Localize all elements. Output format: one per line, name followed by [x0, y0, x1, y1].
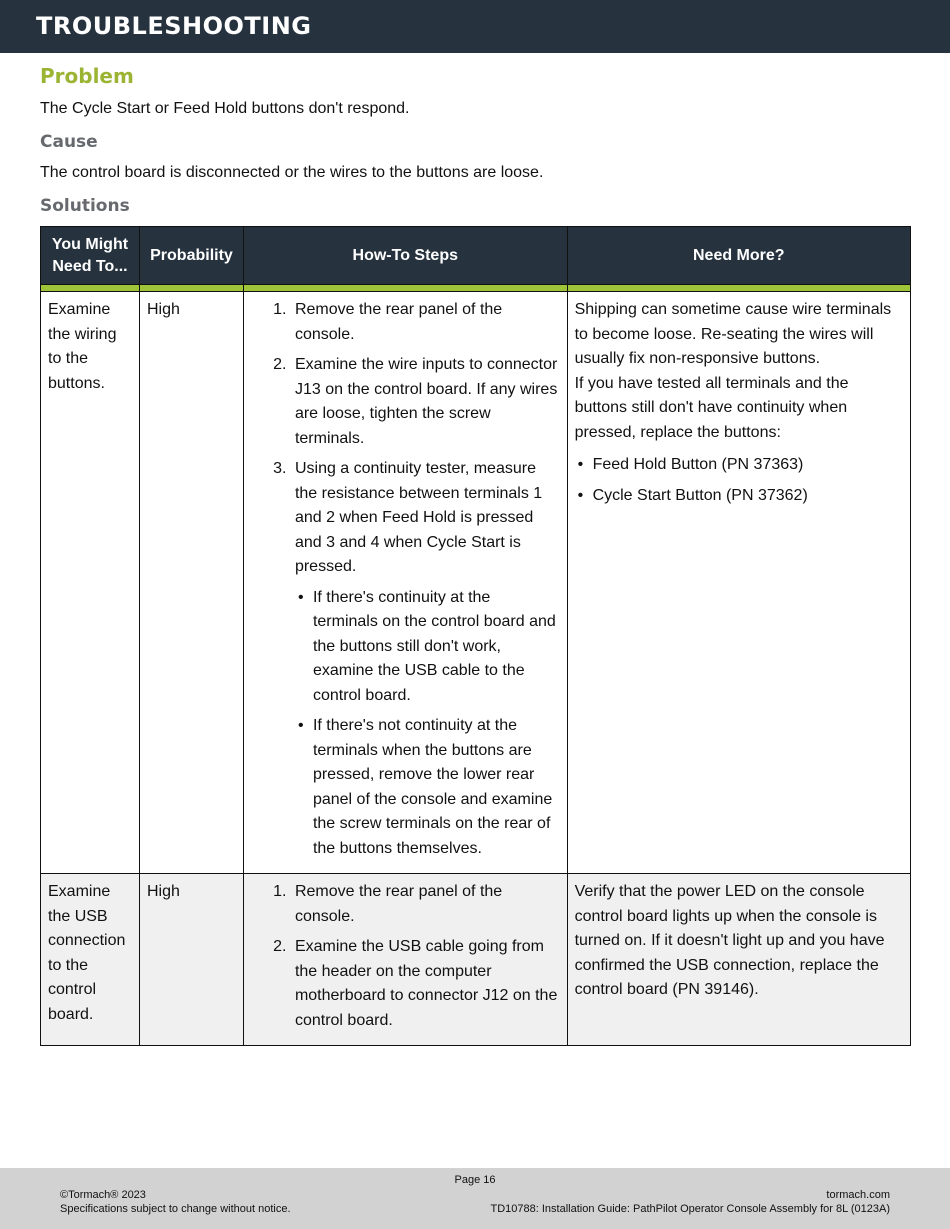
- footer: [0, 1168, 950, 1229]
- need-more-cell: [567, 292, 910, 874]
- part-item: • Cycle Start Button (PN 37362): [593, 484, 903, 509]
- action-cell: Examine the USB connection to the control board.: [41, 874, 140, 1046]
- part-list: [575, 453, 903, 508]
- step-item: [291, 457, 560, 861]
- step-bullet-list: [295, 586, 560, 862]
- main-content: [40, 64, 910, 1046]
- solutions-heading: Solutions: [40, 196, 130, 216]
- table-row: [41, 292, 911, 874]
- column-header: How-To Steps: [243, 227, 567, 285]
- page-title: TROUBLESHOOTING: [36, 12, 312, 40]
- step-item: 1. Remove the rear panel of the console.: [291, 298, 560, 347]
- need-more-text: Shipping can sometime cause wire terminals to become loose. Re-seating the wires will usually fix non-responsive buttons.: [574, 301, 892, 367]
- header-band: [0, 0, 950, 53]
- page-number: Page 16: [454, 1174, 496, 1186]
- step-item: 1. Remove the rear panel of the console.: [291, 880, 560, 929]
- need-more-cell: Verify that the power LED on the console control board lights up when the console is turned on. If it doesn't light up and you have confirmed the USB connection, replace the control board (PN 39146).: [567, 874, 910, 1046]
- website: tormach.com: [826, 1189, 890, 1201]
- step-item: 2. Examine the USB cable going from the header on the computer motherboard to connector J12 on the control board.: [291, 935, 560, 1033]
- disclaimer: Specifications subject to change without notice.: [60, 1203, 291, 1215]
- part-item: • Feed Hold Button (PN 37363): [593, 453, 903, 478]
- cause-heading: Cause: [40, 132, 98, 152]
- step-bullet: • If there's continuity at the terminals on the control board and the buttons still don't work, examine the USB cable to the control board.: [313, 586, 560, 709]
- steps-list: [251, 298, 560, 861]
- header-accent-bar: [41, 285, 911, 292]
- solutions-table: [40, 226, 911, 1046]
- column-header: You Might Need To...: [41, 227, 140, 285]
- table-row: [41, 874, 911, 1046]
- problem-text: The Cycle Start or Feed Hold buttons don't respond.: [40, 100, 410, 117]
- problem-heading: Problem: [40, 64, 134, 88]
- need-more-text: If you have tested all terminals and the buttons still don't have continuity when pressed, replace the buttons:: [574, 374, 849, 441]
- action-cell: Examine the wiring to the buttons.: [41, 292, 140, 874]
- step-item: 2. Examine the wire inputs to connector J13 on the control board. If any wires are loose, tighten the screw terminals.: [291, 353, 560, 451]
- document-title: TD10788: Installation Guide: PathPilot Operator Console Assembly for 8L (0123A): [490, 1203, 890, 1215]
- steps-cell: [243, 292, 567, 874]
- table-header-row: [41, 227, 911, 285]
- probability-cell: High: [139, 292, 243, 874]
- column-header: Probability: [139, 227, 243, 285]
- copyright: ©Tormach® 2023: [60, 1189, 146, 1201]
- cause-text: The control board is disconnected or the wires to the buttons are loose.: [40, 164, 544, 181]
- step-bullet: • If there's not continuity at the terminals when the buttons are pressed, remove the lower rear panel of the console and examine the screw terminals on the rear of the buttons themselves.: [313, 714, 560, 861]
- step-text: Using a continuity tester, measure the resistance between terminals 1 and 2 when Feed Hold is pressed and 3 and 4 when Cycle Start is pressed.: [294, 460, 543, 575]
- column-header: Need More?: [567, 227, 910, 285]
- probability-cell: High: [139, 874, 243, 1046]
- steps-list: [251, 880, 560, 1033]
- steps-cell: [243, 874, 567, 1046]
